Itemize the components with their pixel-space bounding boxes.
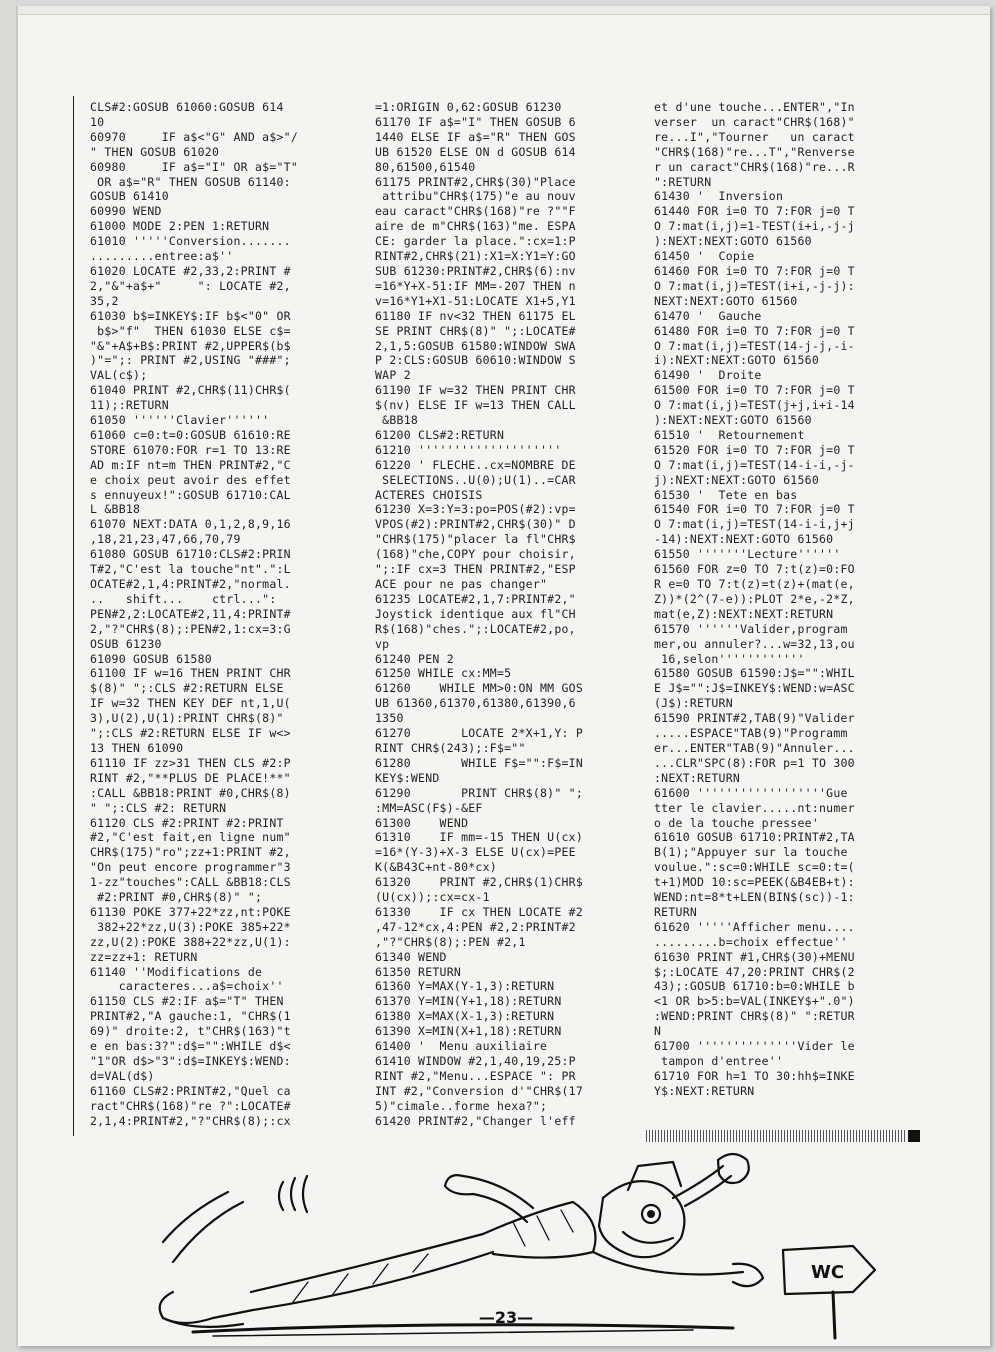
- page-sheet: [18, 6, 990, 1346]
- end-of-listing-bar: [646, 1130, 906, 1142]
- code-column-1: CLS#2:GOSUB 61060:GOSUB 614 10 60970 IF a$<"G" AND a$>"/ " THEN GOSUB 61020 60980 IF a$="I" OR a$="T" OR a$="R" THEN GOSUB 61140: GOSUB 61410 60990 WEND 61000 MODE 2:PEN 1:RETURN 61010 '''''Conversion....... .........entree:a$'' 61020 LOCATE #2,33,2:PRINT # 2,"&"+a$+" ": LOCATE #2, 35,2 61030 b$=INKEY$:IF b$<"0" OR b$>"f" THEN 61030 ELSE c$= "&"+A$+B$:PRINT #2,UPPER$(b$ )"=";: PRINT #2,USING "###"; VAL(c$); 61040 PRINT #2,CHR$(11)CHR$( 11);:RETURN 61050 ''''''Clavier'''''' 61060 c=0:t=0:GOSUB 61610:RE STORE 61070:FOR r=1 TO 13:RE AD m:IF nt=m THEN PRINT#2,"C e choix peut avoir des effet s ennuyeux!":GOSUB 61710:CAL L &BB18 61070 NEXT:DATA 0,1,2,8,9,16 ,18,21,23,47,66,70,79 61080 GOSUB 61710:CLS#2:PRIN T#2,"C'est la touche"nt".":L OCATE#2,1,4:PRINT#2,"normal. .. shift... ctrl...": PEN#2,2:LOCATE#2,11,4:PRINT# 2,"?"CHR$(8);:PEN#2,1:cx=3:G OSUB 61230 61090 GOSUB 61580 61100 IF w=16 THEN PRINT CHR $(8)" ";:CLS #2:RETURN ELSE IF w=32 THEN KEY DEF nt,1,U( 3),U(2),U(1):PRINT CHR$(8)" ";:CLS #2:RETURN ELSE IF w<> 13 THEN 61090 61110 IF zz>31 THEN CLS #2:P RINT #2,"**PLUS DE PLACE!**" :CALL &BB18:PRINT #0,CHR$(8) " ";:CLS #2: RETURN 61120 CLS #2:PRINT #2:PRINT #2,"C'est fait,en ligne num" CHR$(175)"ro";zz+1:PRINT #2, "On peut encore programmer"3 1-zz"touches":CALL &BB18:CLS #2:PRINT #0,CHR$(8)" "; 61130 POKE 377+22*zz,nt:POKE 382+22*zz,U(3):POKE 385+22* zz,U(2):POKE 388+22*zz,U(1): zz=zz+1: RETURN 61140 ''Modifications de caracteres...a$=choix'' 61150 CLS #2:IF a$="T" THEN PRINT#2,"A gauche:1, "CHR$(1 69)" droite:2, t"CHR$(163)"t e en bas:3?":d$="":WHILE d$< "1"OR d$>"3":d$=INKEY$:WEND: d=VAL(d$) 61160 CLS#2:PRINT#2,"Quel ca ract"CHR$(168)"re ?":LOCATE# 2,1,4:PRINT#2,"?"CHR$(8);:cx: [90, 100, 299, 1128]
- page-top-edge: [18, 6, 990, 15]
- page-number: —23—: [478, 1308, 534, 1327]
- code-column-3: et d'une touche...ENTER","In verser un caract"CHR$(168)" re...I","Tourner un caract "CHR$(168)"re...T","Renverse r un caract"CHR$(168)"re...R ":RETURN 61430 ' Inversion 61440 FOR i=0 TO 7:FOR j=0 T O 7:mat(i,j)=1-TEST(i+i,-j-j ):NEXT:NEXT:GOTO 61560 61450 ' Copie 61460 FOR i=0 TO 7:FOR j=0 T O 7:mat(i,j)=TEST(i+i,-j-j): NEXT:NEXT:GOTO 61560 61470 ' Gauche 61480 FOR i=0 TO 7:FOR j=0 T O 7:mat(i,j)=TEST(14-j-j,-i- i):NEXT:NEXT:GOTO 61560 61490 ' Droite 61500 FOR i=0 TO 7:FOR j=0 T O 7:mat(i,j)=TEST(j+j,i+i-14 ):NEXT:NEXT:GOTO 61560 61510 ' Retournement 61520 FOR i=0 TO 7:FOR j=0 T O 7:mat(i,j)=TEST(14-i-i,-j- j):NEXT:NEXT:GOTO 61560 61530 ' Tete en bas 61540 FOR i=0 TO 7:FOR j=0 T O 7:mat(i,j)=TEST(14-i-i,j+j -14):NEXT:NEXT:GOTO 61560 61550 '''''''Lecture'''''' 61560 FOR z=0 TO 7:t(z)=0:FO R e=0 TO 7:t(z)=t(z)+(mat(e, Z))*(2^(7-e)):PLOT 2*e,-2*Z, mat(e,Z):NEXT:NEXT:RETURN 61570 ''''''Valider,program mer,ou annuler?...w=32,13,ou 16,selon'''''''''''' 61580 GOSUB 61590:J$="":WHIL E J$="":J$=INKEY$:WEND:w=ASC (J$):RETURN 61590 PRINT#2,TAB(9)"Valider .....ESPACE"TAB(9)"Programm er...ENTER"TAB(9)"Annuler... ...CLR"SPC(8):FOR p=1 TO 300 :NEXT:RETURN 61600 ''''''''''''''''''Gue tter le clavier.....nt:numer o de la touche pressee' 61610 GOSUB 61710:PRINT#2,TA B(1);"Appuyer sur la touche voulue.":sc=0:WHILE sc=0:t=( t+1)MOD 10:sc=PEEK(&B4EB+t): WEND:nt=8*t+LEN(BIN$(sc))-1: RETURN 61620 '''''Afficher menu.... .........b=choix effectue'' 61630 PRINT #1,CHR$(30)+MENU $;:LOCATE 47,20:PRINT CHR$(2 43);:GOSUB 61710:b=0:WHILE b <1 OR b>5:b=VAL(INKEY$+".0") :WEND:PRINT CHR$(8)" ":RETUR N 61700 ''''''''''''''Vider le tampon d'entree'' 61710 FOR h=1 TO 30:hh$=INKE Y$:NEXT:RETURN: [654, 100, 855, 1098]
- code-column-2: =1:ORIGIN 0,62:GOSUB 61230 61170 IF a$="I" THEN GOSUB 6 1440 ELSE IF a$="R" THEN GOS UB 61520 ELSE ON d GOSUB 614 80,61500,61540 61175 PRINT#2,CHR$(30)"Place attribu"CHR$(175)"e au nouv eau caract"CHR$(168)"re ?""F aire de m"CHR$(163)"me. ESPA CE: garder la place.":cx=1:P RINT#2,CHR$(21):X1=X:Y1=Y:GO SUB 61230:PRINT#2,CHR$(6):nv =16*Y+X-51:IF MM=-207 THEN n v=16*Y1+X1-51:LOCATE X1+5,Y1 61180 IF nv<32 THEN 61175 EL SE PRINT CHR$(8)" ";:LOCATE# 2,1,5:GOSUB 61580:WINDOW SWA P 2:CLS:GOSUB 60610:WINDOW S WAP 2 61190 IF w=32 THEN PRINT CHR $(nv) ELSE IF w=13 THEN CALL &BB18 61200 CLS#2:RETURN 61210 '''''''''''''''''''' 61220 ' FLECHE..cx=NOMBRE DE SELECTIONS..U(0);U(1)..=CAR ACTERES CHOISIS 61230 X=3:Y=3:po=POS(#2):vp= VPOS(#2):PRINT#2,CHR$(30)" D "CHR$(175)"placer la fl"CHR$ (168)"che,COPY pour choisir, ";:IF cx=3 THEN PRINT#2,"ESP ACE pour ne pas changer" 61235 LOCATE#2,1,7:PRINT#2," Joystick identique aux fl"CH R$(168)"ches.";:LOCATE#2,po, vp 61240 PEN 2 61250 WHILE cx:MM=5 61260 WHILE MM>0:ON MM GOS UB 61360,61370,61380,61390,6 1350 61270 LOCATE 2*X+1,Y: P RINT CHR$(243);:F$="" 61280 WHILE F$="":F$=IN KEY$:WEND 61290 PRINT CHR$(8)" "; :MM=ASC(F$)-&EF 61300 WEND 61310 IF mm=-15 THEN U(cx) =16*(Y-3)+X-3 ELSE U(cx)=PEE K(&B43C+nt-80*cx) 61320 PRINT #2,CHR$(1)CHR$ (U(cx));:cx=cx-1 61330 IF cx THEN LOCATE #2 ,47-12*cx,4:PEN #2,2:PRINT#2 ,"?"CHR$(8);:PEN #2,1 61340 WEND 61350 RETURN 61360 Y=MAX(Y-1,3):RETURN 61370 Y=MIN(Y+1,18):RETURN 61380 X=MAX(X-1,3):RETURN 61390 X=MIN(X+1,18):RETURN 61400 ' Menu auxiliaire 61410 WINDOW #2,1,40,19,25:P RINT #2,"Menu...ESPACE ": PR INT #2,"Conversion d'"CHR$(17 5)"cimale..forme hexa?"; 61420 PRINT#2,"Changer l'eff: [375, 100, 584, 1128]
- wc-sign-text: WC: [811, 1262, 845, 1283]
- left-margin-rule: [73, 96, 74, 1136]
- end-of-listing-square: [908, 1130, 920, 1142]
